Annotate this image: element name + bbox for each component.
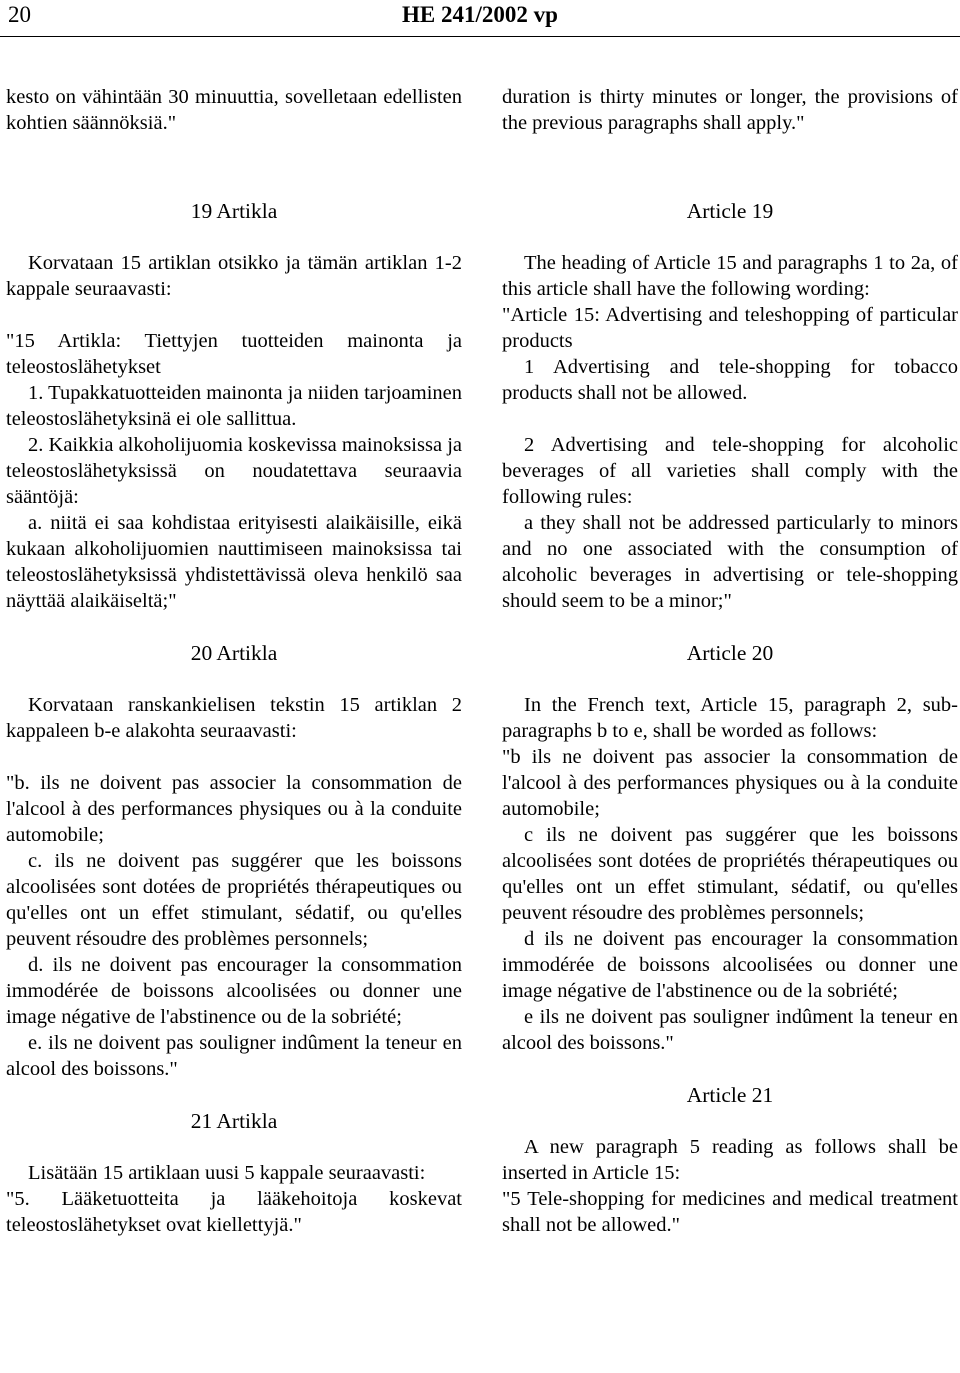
article-20-item-d: d ils ne doivent pas encourager la consommation immodérée de boissons alcoolisées ou donner une image négative de l'abstinence ou de la sobriété; (502, 928, 958, 1002)
article-20-item-b: "b ils ne doivent pas associer la consommation de l'alcool à des performances physiques ou à la conduite automobile; (502, 746, 958, 820)
intro-text: duration is thirty minutes or longer, the provisions of the previous paragraphs shall apply." (502, 86, 958, 134)
article-21-paragraph-2: "5 Tele-shopping for medicines and medical treatment shall not be allowed." (502, 1188, 958, 1236)
article-19-paragraph-1: The heading of Article 15 and paragraphs 1 to 2a, of this article shall have the following wording: (502, 252, 958, 300)
article-19-paragraph-5: a. niitä ei saa kohdistaa erityisesti alaikäisille, eikä kukaan alkoholijuomien nauttimiseen mainoksissa tai teleostoslähetyksissä yhdistettävissä oleva henkilö saa näyttää alaikäiseltä;" (6, 512, 462, 612)
page-number: 20 (8, 2, 31, 27)
article-21-paragraph-1: Lisätään 15 artiklaan uusi 5 kappale seuraavasti: (28, 1162, 426, 1184)
article-20-item-b: "b. ils ne doivent pas associer la consommation de l'alcool à des performances physiques ou à la conduite automobile; (6, 772, 462, 846)
article-19-paragraph-2: "Article 15: Advertising and teleshopping of particular products (502, 304, 958, 352)
article-19-paragraph-4: 2. Kaikkia alkoholijuomia koskevissa mainoksissa ja teleostoslähetyksissä on noudatettava seuraavia sääntöjä: (6, 434, 462, 508)
article-19-title: Article 19 (686, 199, 774, 223)
article-20-paragraph-1: Korvataan ranskankielisen tekstin 15 artiklan 2 kappaleen b-e alakohta seuraavasti: (6, 694, 462, 742)
article-21-paragraph-1: A new paragraph 5 reading as follows shall be inserted in Article 15: (502, 1136, 958, 1184)
article-20-item-e: e ils ne doivent pas souligner indûment la teneur en alcool des boissons." (502, 1006, 958, 1054)
article-19-paragraph-5: a they shall not be addressed particularly to minors and no one associated with the consumption of alcoholic beverages in advertising or tele-shopping should seem to be a minor;" (502, 512, 958, 612)
article-20-title: 20 Artikla (190, 641, 278, 665)
header-rule (0, 36, 960, 37)
finnish-column (6, 84, 462, 1238)
article-20-title: Article 20 (686, 641, 774, 665)
article-21-title: 21 Artikla (190, 1109, 278, 1133)
document-id: HE 241/2002 vp (402, 2, 558, 27)
article-19-paragraph-2: "15 Artikla: Tiettyjen tuotteiden mainonta ja teleostoslähetykset (6, 330, 462, 378)
article-19-paragraph-4: 2 Advertising and tele-shopping for alcoholic beverages of all varieties shall comply with the following rules: (502, 434, 958, 508)
article-20-paragraph-1: In the French text, Article 15, paragraph 2, sub-paragraphs b to e, shall be worded as follows: (502, 694, 958, 742)
article-20-item-d: d. ils ne doivent pas encourager la consommation immodérée de boissons alcoolisées ou donner une image négative de l'abstinence ou de la sobriété; (6, 954, 462, 1028)
article-20-item-c: c. ils ne doivent pas suggérer que les boissons alcoolisées sont dotées de propriétés thérapeutiques ou qu'elles ont un effet stimulant, sédatif, ou qu'elles peuvent résoudre des problèmes personnels; (6, 850, 462, 950)
article-19-paragraph-3: 1 Advertising and tele-shopping for tobacco products shall not be allowed. (502, 356, 958, 404)
article-21-paragraph-2: "5. Lääketuotteita ja lääkehoitoja koskevat teleostoslähetykset ovat kiellettyjä." (6, 1188, 462, 1236)
article-21-title: Article 21 (686, 1083, 774, 1107)
article-19-paragraph-1: Korvataan 15 artiklan otsikko ja tämän artiklan 1-2 kappale seuraavasti: (6, 252, 462, 300)
article-20-item-e: e. ils ne doivent pas souligner indûment la teneur en alcool des boissons." (6, 1032, 462, 1080)
page-header (0, 0, 960, 34)
article-19-title: 19 Artikla (190, 199, 278, 223)
article-20-item-c: c ils ne doivent pas suggérer que les boissons alcoolisées sont dotées de propriétés thérapeutiques ou qu'elles ont un effet stimulant, sédatif, ou qu'elles peuvent résoudre des problèmes personnels; (502, 824, 958, 924)
intro-text: kesto on vähintään 30 minuuttia, sovelletaan edellisten kohtien säännöksiä." (6, 86, 462, 134)
article-19-paragraph-3: 1. Tupakkatuotteiden mainonta ja niiden tarjoaminen teleostoslähetyksinä ei ole sallittua. (6, 382, 462, 430)
english-column (502, 84, 958, 1238)
